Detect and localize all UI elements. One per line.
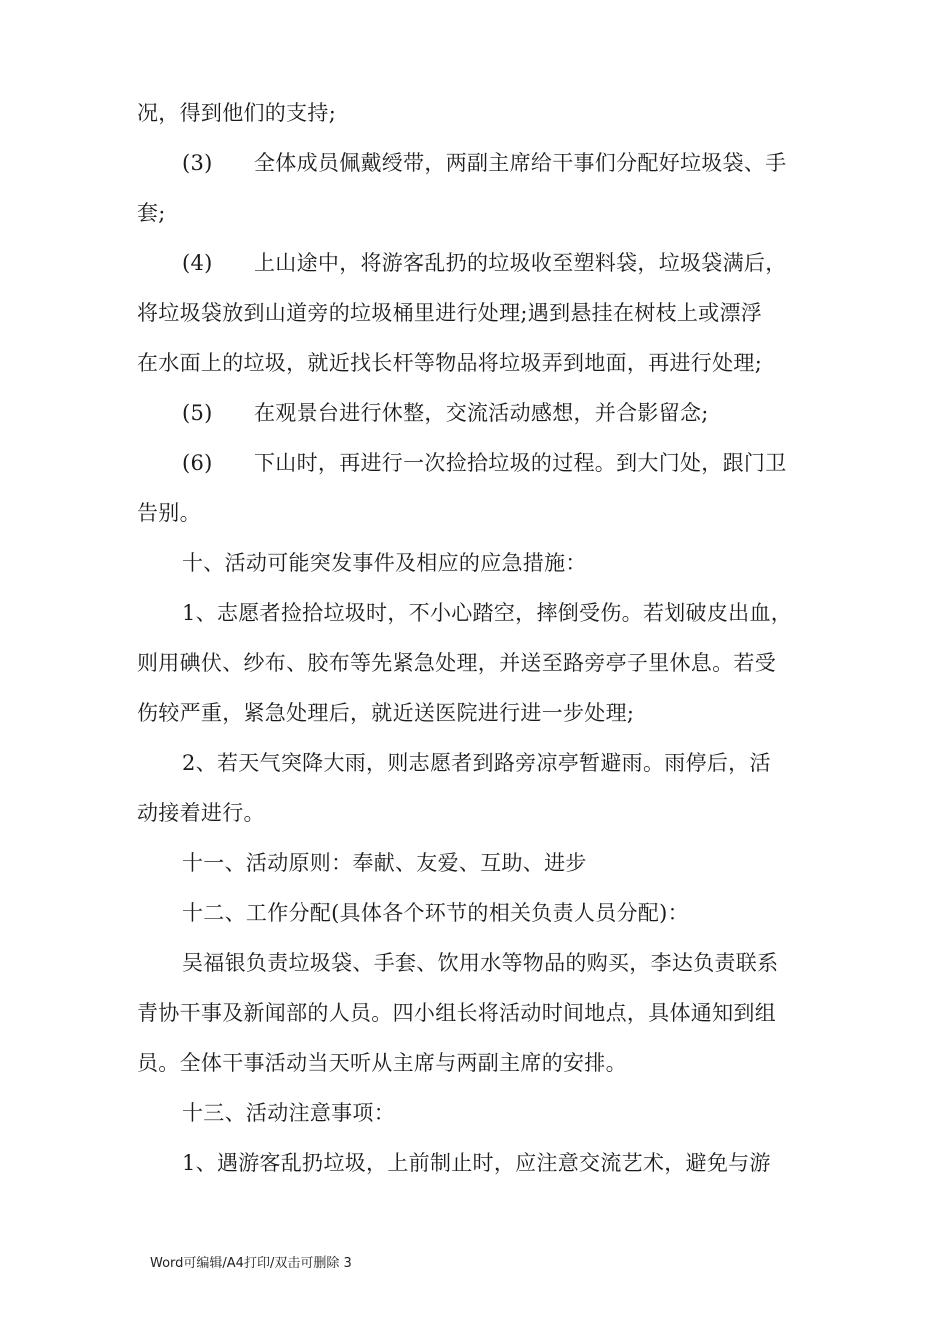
line-text: 上山途中，将游客乱扔的垃圾收至塑料袋，垃圾袋满后，: [254, 251, 787, 275]
text-line: [137, 338, 827, 388]
text-line: [137, 188, 827, 238]
line-text: 十一、活动原则：奉献、友爱、互助、进步: [182, 851, 587, 875]
line-text: 套;: [137, 201, 166, 225]
line-text: 青协干事及新闻部的人员。四小组长将活动时间地点，具体通知到组: [137, 1001, 776, 1025]
text-line: [137, 988, 827, 1038]
line-text: 在水面上的垃圾，就近找长杆等物品将垃圾弄到地面，再进行处理;: [137, 351, 763, 375]
line-text: 十二、工作分配(具体各个环节的相关负责人员分配)：: [182, 901, 689, 925]
list-item-6: [137, 438, 827, 488]
item-number: (3): [182, 151, 213, 175]
text-line: [137, 88, 827, 138]
text-line: [137, 788, 827, 838]
line-text: 况，得到他们的支持;: [137, 101, 337, 125]
paragraph-start: [137, 588, 827, 638]
text-line: [137, 638, 827, 688]
item-number: (6): [182, 451, 213, 475]
paragraph-start: [137, 1138, 827, 1188]
section-heading-12: [137, 888, 827, 938]
list-item-5: [137, 388, 827, 438]
document-body: [137, 88, 827, 1188]
line-text: 吴福银负责垃圾袋、手套、饮用水等物品的购买，李达负责联系: [182, 951, 779, 975]
line-text: 下山时，再进行一次捡拾垃圾的过程。到大门处，跟门卫: [254, 451, 787, 475]
line-text: 1、志愿者捡拾垃圾时，不小心踏空，摔倒受伤。若划破皮出血，: [182, 601, 793, 625]
line-text: 将垃圾袋放到山道旁的垃圾桶里进行处理;遇到悬挂在树枝上或漂浮: [137, 301, 763, 325]
list-item-3: [137, 138, 827, 188]
text-line: [137, 688, 827, 738]
line-text: 十、活动可能突发事件及相应的应急措施：: [182, 551, 587, 575]
line-text: 十三、活动注意事项：: [182, 1101, 395, 1125]
item-number: (4): [182, 251, 213, 275]
line-text: 2、若天气突降大雨，则志愿者到路旁凉亭暂避雨。雨停后，活: [182, 751, 771, 775]
section-heading-10: [137, 538, 827, 588]
section-heading-13: [137, 1088, 827, 1138]
text-line: [137, 1038, 827, 1088]
text-line: [137, 288, 827, 338]
line-text: 告别。: [137, 501, 201, 525]
page-footer: Word可编辑/A4打印/双击可删除 3: [150, 1256, 352, 1271]
line-text: 动接着进行。: [137, 801, 265, 825]
line-text: 在观景台进行休整，交流活动感想，并合影留念;: [254, 401, 709, 425]
paragraph-start: [137, 938, 827, 988]
text-line: [137, 488, 827, 538]
item-number: (5): [182, 401, 213, 425]
line-text: 全体成员佩戴绶带，两副主席给干事们分配好垃圾袋、手: [254, 151, 787, 175]
section-heading-11: [137, 838, 827, 888]
line-text: 则用碘伏、纱布、胶布等先紧急处理，并送至路旁亭子里休息。若受: [137, 651, 776, 675]
line-text: 员。全体干事活动当天听从主席与两副主席的安排。: [137, 1051, 627, 1075]
line-text: 伤较严重，紧急处理后，就近送医院进行进一步处理;: [137, 701, 635, 725]
line-text: 1、遇游客乱扔垃圾，上前制止时，应注意交流艺术，避免与游: [182, 1151, 771, 1175]
list-item-4: [137, 238, 827, 288]
paragraph-start: [137, 738, 827, 788]
